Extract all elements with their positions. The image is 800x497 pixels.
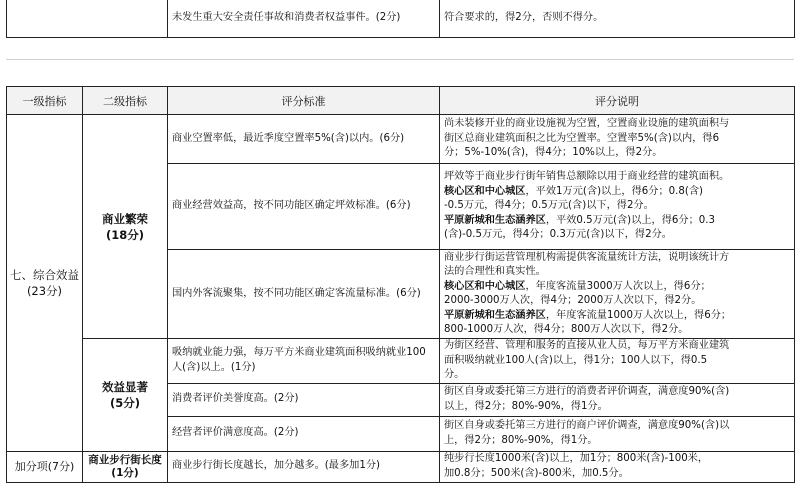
header-level1: 一级指标 xyxy=(7,87,83,115)
description-street-length: 纯步行长度1000米(含)以上，加1分；800米(含)-100米， 加0.8分；500米(含)-800米，加0.5分。 xyxy=(440,451,795,482)
table-row xyxy=(7,339,795,384)
description-customer-flow: 商业步行街运营管理机构需提供客流量统计方法，说明该统计方 法的合理性和真实性。 核心区和中心城区，年度客流量3000万人次以上，得6分； 2000-3000万人次，得4分；2000万人次以下，得2分。 平原新城和生态涵养区，年度客流量1000万人次以上，得6分； 800-1000万人次，得4分；800万人次以下，得2分。 xyxy=(440,250,795,339)
description-operator-rating: 街区自身或委托第三方进行的商户评价调查，满意度90%(含)以 上，得2分；80%-90%，得1分。 xyxy=(440,416,795,451)
criterion-efficiency: 商业经营效益高，按不同功能区确定坪效标准。(6分) xyxy=(168,164,440,250)
table-row xyxy=(7,451,795,482)
level2-significant-benefit: 效益显著 (5分) xyxy=(83,339,168,452)
description-efficiency: 坪效等于商业步行街年销售总额除以用于商业经营的建筑面积。 核心区和中心城区，平效1万元(含)以上，得6分；0.8(含) -0.5万元，得4分；0.5万元(含)以下，得2分。 平原新城和生态涵养区，平效0.5万元(含)以上，得6分；0.3 (含)-0.5万元，得4分；0.3万元(含)以下，得2分。 xyxy=(440,164,795,250)
top-description-cell: 符合要求的，得2分，否则不得分。 xyxy=(440,0,795,38)
description-vacancy: 尚未装修开业的商业设施视为空置，空置商业设施的建筑面积与 街区总商业建筑面积之比为空置率。空置率5%(含)以内，得6 分；5%-10%(含)，得4分；10%以上，得2分。 xyxy=(440,115,795,164)
table-header-row xyxy=(7,87,795,115)
criterion-customer-flow: 国内外客流聚集，按不同功能区确定客流量标准。(6分) xyxy=(168,250,440,339)
level2-street-length: 商业步行街长度(1分) xyxy=(83,451,168,482)
level1-comprehensive-benefit: 七、综合效益(23分) xyxy=(7,115,83,452)
description-consumer-rating: 街区自身或委托第三方进行的消费者评价调查，满意度90%(含) 以上，得2分；80%-90%，得1分。 xyxy=(440,383,795,416)
header-level2: 二级指标 xyxy=(83,87,168,115)
top-fragment-table xyxy=(6,0,795,38)
top-empty-cell xyxy=(7,0,168,38)
table-row xyxy=(7,115,795,164)
level1-bonus: 加分项(7分) xyxy=(7,451,83,482)
criterion-operator-rating: 经营者评价满意度高。(2分) xyxy=(168,416,440,451)
header-criteria: 评分标准 xyxy=(168,87,440,115)
criterion-consumer-rating: 消费者评价美誉度高。(2分) xyxy=(168,383,440,416)
level2-commercial-prosperity: 商业繁荣 (18分) xyxy=(83,115,168,339)
description-employment: 为街区经营、管理和服务的直接从业人员，每万平方米商业建筑 面积吸纳就业100人(含)以上，得1分；100人以下，得0.5 分。 xyxy=(440,339,795,384)
criterion-employment: 吸纳就业能力强，每万平方米商业建筑面积吸纳就业100人(含)以上。(1分) xyxy=(168,339,440,384)
page-separator xyxy=(6,59,794,60)
top-criterion-cell: 未发生重大安全责任事故和消费者权益事件。(2分) xyxy=(168,0,440,38)
header-description: 评分说明 xyxy=(440,87,795,115)
evaluation-table xyxy=(6,86,795,483)
criterion-street-length: 商业步行街长度越长，加分越多。(最多加1分) xyxy=(168,451,440,482)
criterion-vacancy: 商业空置率低，最近季度空置率5%(含)以内。(6分) xyxy=(168,115,440,164)
